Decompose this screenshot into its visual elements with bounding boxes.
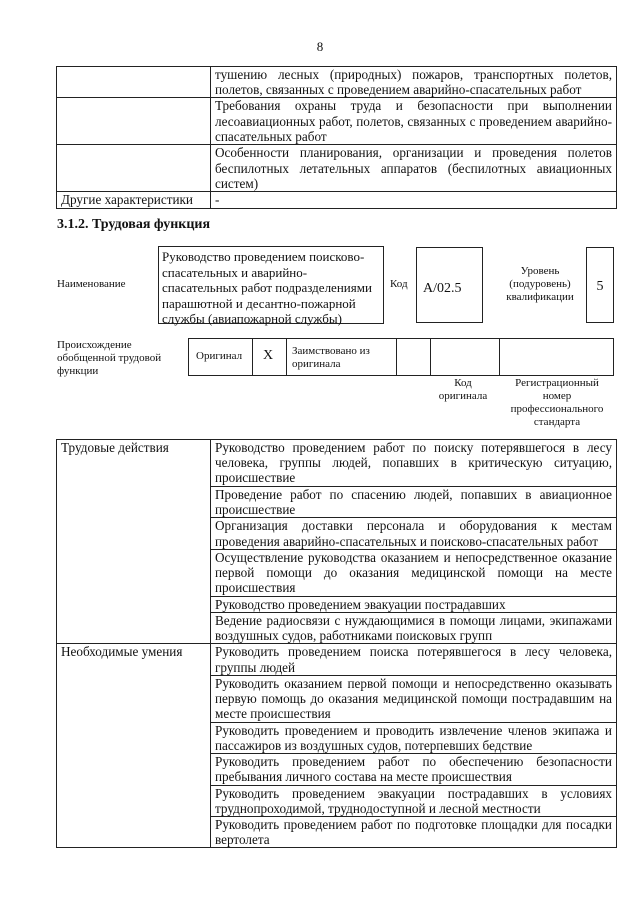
table-cell: Руководить проведением работ по подготовке площадки для посадки вертолета [211, 817, 617, 848]
table-row [57, 145, 617, 192]
borrowed-label: Заимствовано из оригинала [292, 345, 370, 370]
level-value: 5 [586, 247, 614, 323]
divider [286, 338, 287, 376]
table-cell: Руководить проведением работ по обеспечению безопасности пребывания личного состава на месте происшествия [211, 754, 617, 785]
divider [252, 338, 253, 376]
row-label [57, 98, 211, 145]
top-table [56, 66, 617, 209]
code-value: А/02.5 [416, 247, 483, 323]
section-title: 3.1.2. Трудовая функция [57, 217, 211, 232]
table-cell: Ведение радиосвязи с нуждающимися в помощи лицами, экипажами воздушных судов, работниками поисковых групп [211, 613, 617, 644]
table-row [57, 192, 617, 208]
code-original-caption: Код оригинала [438, 377, 488, 402]
table-cell: Руководство проведением эвакуации пострадавших [211, 596, 617, 612]
divider [430, 338, 431, 376]
name-label: Наименование [57, 278, 126, 290]
table-cell: Руководство проведением работ по поиску потерявшегося в лесу человека, группы людей, попавших в критическую ситуацию, происшествие [211, 440, 617, 487]
reg-number-caption: Регистрационный номер профессионального стандарта [510, 377, 604, 428]
table-row [57, 644, 617, 675]
code-label: Код [390, 278, 408, 290]
table-row [57, 67, 617, 98]
divider [396, 338, 397, 376]
group-label: Необходимые умения [57, 644, 211, 848]
origin-label: Происхождение обобщенной трудовой функции [57, 339, 162, 377]
original-mark: X [263, 348, 274, 363]
row-text: тушению лесных (природных) пожаров, транспортных полетов, полетов, связанных с проведением аварийно-спасательных работ [211, 67, 617, 98]
row-label: Другие характеристики [57, 192, 211, 208]
original-label: Оригинал [196, 350, 243, 362]
row-text: Требования охраны труда и безопасности при выполнении лесоавиационных работ, полетов, связанных с проведением аварийно-спасательных работ [211, 98, 617, 145]
row-text: - [211, 192, 617, 208]
main-table [56, 439, 617, 848]
level-label: Уровень (подуровень) квалификации [506, 265, 574, 303]
table-cell: Руководить проведением поиска потерявшегося в лесу человека, группы людей [211, 644, 617, 675]
table-cell: Проведение работ по спасению людей, попавших в авиационное происшествие [211, 487, 617, 518]
row-label [57, 145, 211, 192]
divider [499, 338, 500, 376]
table-cell: Руководить оказанием первой помощи и непосредственно оказывать первую помощь до оказания медицинской помощи пострадавшим на месте происшествия [211, 675, 617, 722]
row-text: Особенности планирования, организации и проведения полетов беспилотных летательных аппаратов (беспилотных авиационных систем) [211, 145, 617, 192]
function-name: Руководство проведением поисково-спасательных и аварийно-спасательных работ подразделениями парашютной и десантно-пожарной службы (авиапожарной службы) [158, 246, 384, 324]
group-label: Трудовые действия [57, 440, 211, 644]
row-label [57, 67, 211, 98]
table-row [57, 98, 617, 145]
page-number: 8 [316, 39, 324, 54]
table-cell: Организация доставки персонала и оборудования к местам проведения аварийно-спасательных и поисково-спасательных работ [211, 518, 617, 549]
table-row [57, 440, 617, 487]
table-cell: Руководить проведением и проводить извлечение членов экипажа и пассажиров из воздушных судов, потерпевших бедствие [211, 722, 617, 753]
table-cell: Руководить проведением эвакуации пострадавших в условиях труднопроходимой, труднодоступной и лесной местности [211, 785, 617, 816]
table-cell: Осуществление руководства оказанием и непосредственное оказание первой помощи до оказания медицинской помощи на месте происшествия [211, 549, 617, 596]
